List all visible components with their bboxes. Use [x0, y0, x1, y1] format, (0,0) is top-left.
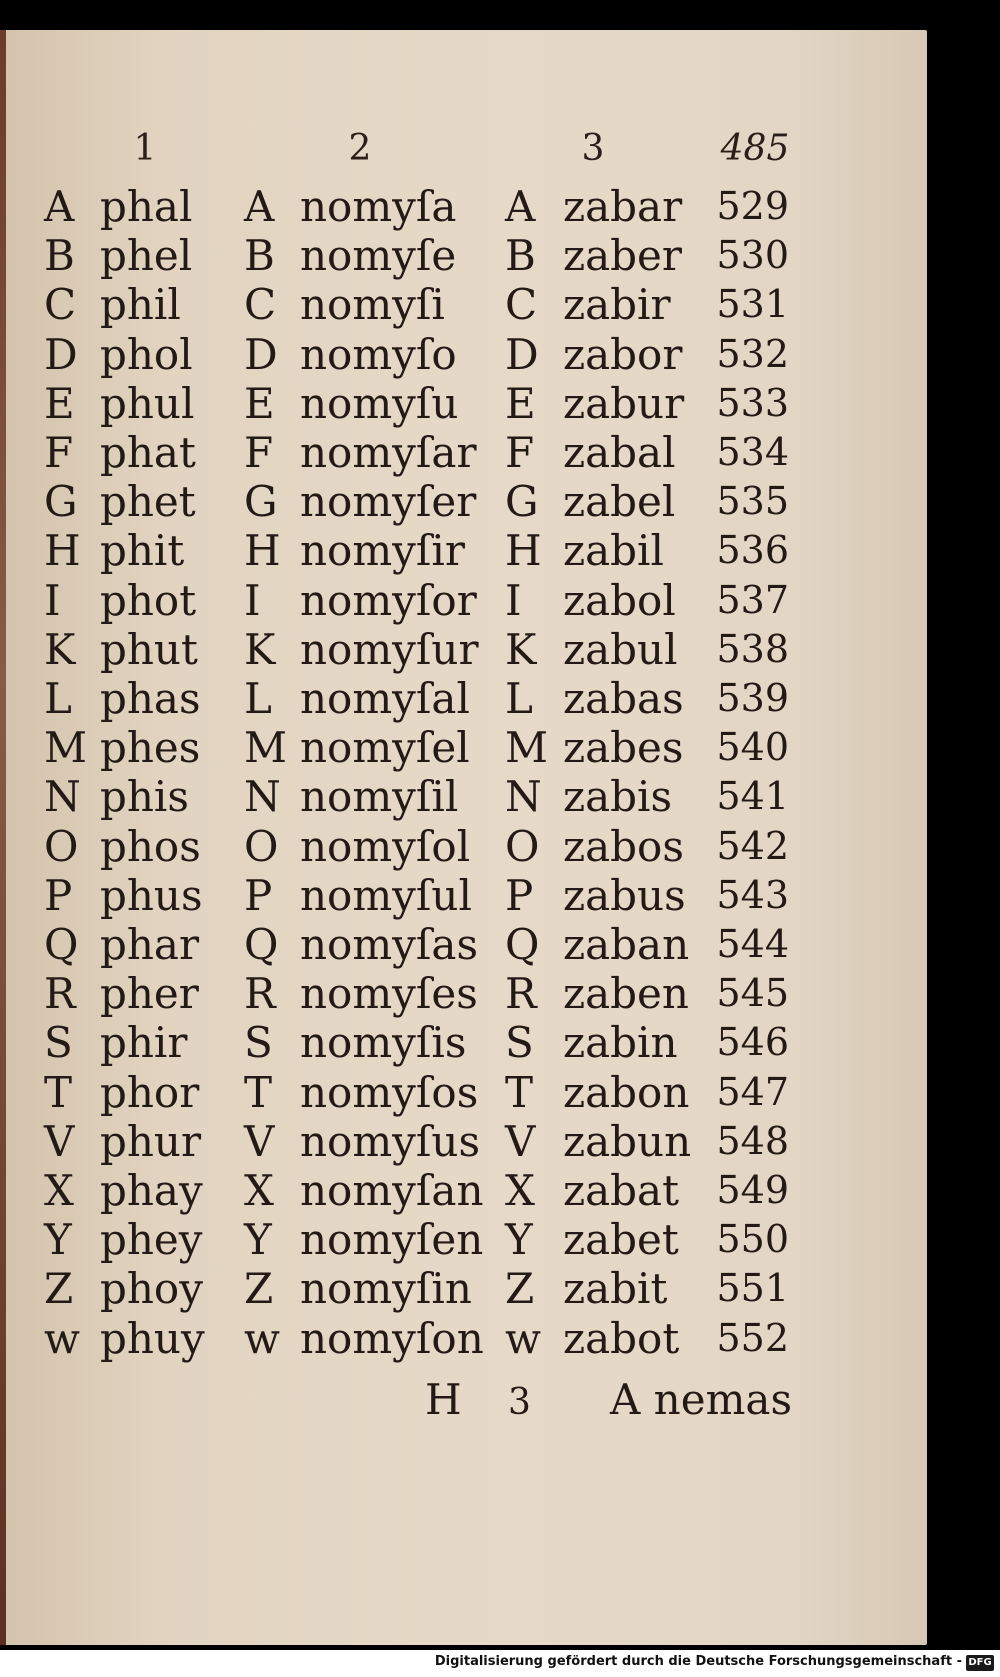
- row-word-col3: zabir: [563, 280, 671, 330]
- row-number: 530: [716, 233, 789, 278]
- table-row: [0, 330, 927, 379]
- row-letter-col3: G: [505, 477, 539, 527]
- row-letter-col2: I: [244, 575, 261, 625]
- signature-number: 3: [508, 1382, 531, 1423]
- row-word-col2: nomyſus: [300, 1116, 481, 1166]
- row-word-col1: phut: [100, 624, 198, 674]
- row-word-col3: zabal: [563, 428, 676, 477]
- table-row: [0, 231, 927, 280]
- row-word-col3: zabun: [563, 1116, 692, 1166]
- row-word-col3: zabit: [563, 1264, 668, 1314]
- row-letter-col1: w: [44, 1313, 80, 1363]
- row-word-col1: phil: [100, 280, 181, 330]
- row-word-col3: zabus: [563, 870, 686, 920]
- row-word-col1: phay: [100, 1166, 203, 1215]
- row-letter-col1: B: [44, 231, 75, 281]
- column-header-2: 2: [348, 128, 372, 169]
- row-number: 541: [716, 774, 789, 819]
- row-letter-col2: L: [244, 674, 272, 723]
- row-letter-col2: E: [244, 378, 275, 428]
- row-word-col3: zabes: [563, 723, 684, 773]
- row-letter-col2: P: [244, 870, 273, 920]
- row-number: 549: [716, 1168, 789, 1212]
- row-word-col1: phis: [100, 772, 189, 822]
- row-word-col2: nomyſor: [300, 575, 477, 625]
- row-number: 529: [716, 184, 789, 228]
- row-letter-col2: Q: [244, 920, 279, 969]
- row-word-col1: phor: [100, 1067, 200, 1117]
- row-letter-col3: Z: [505, 1264, 535, 1314]
- row-number: 545: [716, 971, 789, 1016]
- row-word-col2: nomyſa: [300, 182, 457, 231]
- row-letter-col2: R: [244, 969, 276, 1019]
- row-letter-col3: S: [505, 1018, 534, 1068]
- row-letter-col3: A: [505, 182, 536, 231]
- dfg-logo: DFG: [966, 1655, 994, 1671]
- table-row: [0, 625, 927, 674]
- row-letter-col1: S: [44, 1018, 73, 1068]
- catchword: A nemas: [610, 1375, 793, 1424]
- row-number: 552: [716, 1315, 789, 1360]
- row-word-col2: nomyſi: [300, 280, 445, 330]
- row-word-col1: phur: [100, 1116, 202, 1166]
- row-word-col2: nomyſan: [300, 1166, 484, 1215]
- row-word-col3: zaben: [563, 969, 689, 1019]
- row-number: 532: [716, 331, 789, 376]
- table-row: [0, 280, 927, 329]
- row-letter-col2: S: [244, 1018, 273, 1068]
- table-row: [0, 477, 927, 526]
- row-word-col2: nomyſas: [300, 920, 479, 969]
- row-number: 547: [716, 1069, 789, 1114]
- table-row: [0, 920, 927, 969]
- table-row: [0, 576, 927, 625]
- row-number: 531: [716, 282, 789, 327]
- signature-mark: H: [425, 1375, 462, 1424]
- row-word-col3: zabot: [563, 1313, 680, 1363]
- row-letter-col3: L: [505, 674, 533, 723]
- row-word-col3: zabar: [563, 182, 683, 231]
- row-letter-col1: Z: [44, 1264, 74, 1314]
- row-letter-col2: Y: [244, 1215, 272, 1265]
- table-row: [0, 428, 927, 477]
- row-word-col1: phel: [100, 231, 193, 281]
- table-row: [0, 1166, 927, 1215]
- row-letter-col3: w: [505, 1313, 541, 1363]
- row-word-col2: nomyſol: [300, 821, 471, 871]
- row-letter-col3: N: [505, 772, 542, 822]
- row-word-col3: zabon: [563, 1067, 690, 1117]
- row-letter-col2: Z: [244, 1264, 274, 1314]
- row-letter-col2: A: [244, 182, 275, 231]
- row-letter-col3: V: [505, 1116, 536, 1166]
- row-word-col2: nomyſon: [300, 1313, 484, 1363]
- row-letter-col1: Y: [44, 1215, 72, 1265]
- row-letter-col1: Q: [44, 920, 79, 969]
- row-letter-col2: D: [244, 329, 278, 379]
- row-word-col1: phit: [100, 526, 185, 576]
- row-word-col1: phot: [100, 575, 197, 625]
- row-number: 537: [716, 577, 789, 622]
- table-row: [0, 969, 927, 1018]
- row-word-col2: nomyſer: [300, 477, 477, 527]
- row-word-col3: zabil: [563, 526, 664, 576]
- row-letter-col1: I: [44, 575, 61, 625]
- row-number: 543: [716, 872, 789, 917]
- table-row: [0, 526, 927, 575]
- row-word-col2: nomyſen: [300, 1215, 484, 1265]
- row-letter-col3: O: [505, 821, 540, 871]
- table-row: [0, 1264, 927, 1313]
- row-word-col3: zabor: [563, 329, 683, 379]
- row-word-col2: nomyſis: [300, 1018, 467, 1068]
- row-word-col3: zabol: [563, 575, 676, 625]
- row-word-col1: phus: [100, 870, 203, 920]
- row-letter-col3: R: [505, 969, 537, 1019]
- row-letter-col3: Y: [505, 1215, 533, 1265]
- row-letter-col2: F: [244, 428, 274, 477]
- row-number: 533: [716, 380, 789, 425]
- row-letter-col1: P: [44, 870, 73, 920]
- row-word-col3: zaban: [563, 920, 690, 969]
- row-letter-col3: C: [505, 280, 538, 330]
- row-letter-col1: C: [44, 280, 77, 330]
- row-letter-col3: H: [505, 526, 542, 576]
- row-word-col2: nomyſin: [300, 1264, 472, 1314]
- row-word-col1: phes: [100, 723, 201, 773]
- page-number: 485: [720, 128, 790, 169]
- row-letter-col2: B: [244, 231, 275, 281]
- table-row: [0, 1018, 927, 1067]
- row-letter-col3: M: [505, 723, 549, 773]
- row-letter-col1: G: [44, 477, 78, 527]
- row-letter-col3: P: [505, 870, 534, 920]
- row-word-col1: phal: [100, 182, 193, 231]
- row-letter-col2: O: [244, 821, 279, 871]
- table-row: [0, 871, 927, 920]
- row-letter-col3: T: [505, 1067, 534, 1117]
- row-letter-col2: V: [244, 1116, 275, 1166]
- row-word-col2: nomyſe: [300, 231, 457, 281]
- row-word-col2: nomyſil: [300, 772, 459, 822]
- row-word-col1: phar: [100, 920, 200, 969]
- row-letter-col1: V: [44, 1116, 75, 1166]
- row-word-col2: nomyſur: [300, 624, 479, 674]
- row-word-col1: phet: [100, 477, 196, 527]
- row-word-col1: phuy: [100, 1313, 205, 1363]
- row-letter-col3: I: [505, 575, 522, 625]
- credit-strip: [0, 1650, 1000, 1677]
- row-letter-col3: B: [505, 231, 536, 281]
- table-row: [0, 723, 927, 772]
- table-row: [0, 1314, 927, 1363]
- row-letter-col1: E: [44, 378, 75, 428]
- table-row: [0, 674, 927, 723]
- row-word-col2: nomyſal: [300, 674, 470, 723]
- credit-text: Digitalisierung gefördert durch die Deutsche Forschungsgemeinschaft -: [434, 1654, 962, 1669]
- row-word-col3: zabur: [563, 378, 685, 428]
- row-word-col3: zabel: [563, 477, 676, 527]
- row-letter-col1: F: [44, 428, 74, 477]
- row-word-col2: nomyſel: [300, 723, 470, 773]
- row-letter-col3: D: [505, 329, 539, 379]
- row-letter-col3: E: [505, 378, 536, 428]
- row-word-col1: phey: [100, 1215, 203, 1265]
- row-letter-col1: R: [44, 969, 76, 1019]
- row-word-col3: zabos: [563, 821, 684, 871]
- row-number: 535: [716, 479, 789, 524]
- row-number: 551: [716, 1266, 789, 1311]
- row-letter-col1: A: [44, 182, 75, 231]
- row-number: 548: [716, 1118, 789, 1163]
- row-word-col3: zabul: [563, 624, 678, 674]
- row-letter-col2: X: [244, 1166, 274, 1215]
- row-number: 546: [716, 1020, 789, 1065]
- table-row: [0, 1117, 927, 1166]
- row-letter-col1: K: [44, 624, 76, 674]
- row-word-col2: nomyſos: [300, 1067, 479, 1117]
- row-word-col1: phas: [100, 674, 201, 723]
- table-row: [0, 1068, 927, 1117]
- row-word-col2: nomyſo: [300, 329, 457, 379]
- table-row: [0, 822, 927, 871]
- row-letter-col3: K: [505, 624, 537, 674]
- row-number: 544: [716, 922, 789, 966]
- row-letter-col1: X: [44, 1166, 74, 1215]
- row-word-col1: phir: [100, 1018, 188, 1068]
- table-row: [0, 182, 927, 231]
- row-letter-col2: M: [244, 723, 288, 773]
- row-word-col2: nomyſul: [300, 870, 472, 920]
- row-number: 538: [716, 626, 789, 671]
- row-word-col3: zabas: [563, 674, 684, 723]
- row-word-col2: nomyſes: [300, 969, 478, 1019]
- row-word-col3: zaber: [563, 231, 682, 281]
- row-letter-col1: M: [44, 723, 88, 773]
- row-letter-col1: D: [44, 329, 78, 379]
- row-word-col1: phat: [100, 428, 196, 477]
- row-word-col1: phul: [100, 378, 195, 428]
- row-letter-col1: H: [44, 526, 81, 576]
- row-letter-col1: L: [44, 674, 72, 723]
- column-header-3: 3: [581, 128, 605, 169]
- row-number: 539: [716, 676, 789, 720]
- row-letter-col2: C: [244, 280, 277, 330]
- table-row: [0, 1215, 927, 1264]
- row-letter-col2: G: [244, 477, 278, 527]
- row-number: 536: [716, 528, 789, 573]
- row-letter-col3: X: [505, 1166, 535, 1215]
- row-word-col2: nomyſir: [300, 526, 465, 576]
- row-letter-col2: N: [244, 772, 281, 822]
- row-letter-col2: w: [244, 1313, 280, 1363]
- row-word-col3: zabin: [563, 1018, 678, 1068]
- row-number: 550: [716, 1217, 789, 1262]
- row-letter-col3: F: [505, 428, 535, 477]
- row-word-col1: phol: [100, 329, 193, 379]
- row-word-col2: nomyſu: [300, 378, 459, 428]
- table-row: [0, 772, 927, 821]
- row-letter-col1: O: [44, 821, 79, 871]
- table-row: [0, 379, 927, 428]
- row-letter-col1: T: [44, 1067, 73, 1117]
- row-number: 534: [716, 430, 789, 474]
- row-letter-col1: N: [44, 772, 81, 822]
- row-letter-col2: H: [244, 526, 281, 576]
- row-letter-col2: T: [244, 1067, 273, 1117]
- row-number: 542: [716, 823, 789, 868]
- row-word-col3: zabat: [563, 1166, 679, 1215]
- row-number: 540: [716, 725, 789, 770]
- row-letter-col3: Q: [505, 920, 540, 969]
- column-header-1: 1: [133, 128, 157, 169]
- row-word-col1: phos: [100, 821, 201, 871]
- row-letter-col2: K: [244, 624, 276, 674]
- row-word-col2: nomyſar: [300, 428, 477, 477]
- row-word-col1: pher: [100, 969, 199, 1019]
- row-word-col3: zabet: [563, 1215, 679, 1265]
- row-word-col1: phoy: [100, 1264, 203, 1314]
- row-word-col3: zabis: [563, 772, 673, 822]
